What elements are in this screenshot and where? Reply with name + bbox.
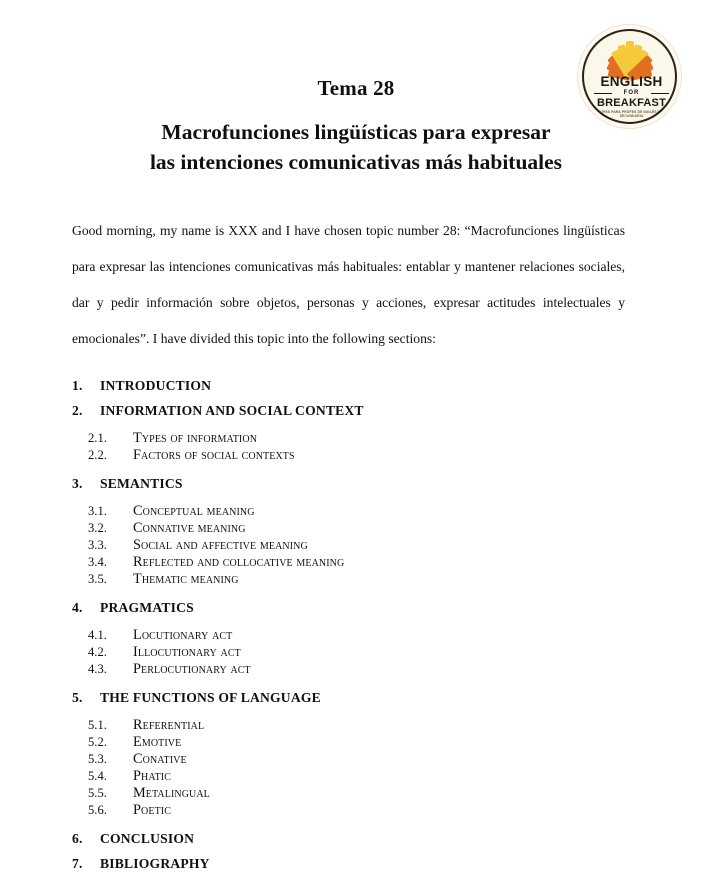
toc-subitem-number: 4.1. <box>88 628 107 642</box>
toc-item-level1[interactable] <box>0 851 712 876</box>
toc-item-level2[interactable] <box>0 717 712 734</box>
toc-item-level1[interactable] <box>0 398 712 423</box>
toc-subitem-number: 3.3. <box>88 538 107 552</box>
toc-subitem-number: 5.5. <box>88 786 107 800</box>
toc-item-label: BIBLIOGRAPHY <box>100 856 210 871</box>
toc-subitem-label: Reflected and collocative meaning <box>133 554 345 570</box>
logo-line-breakfast: BREAKFAST <box>596 97 667 109</box>
toc-item-level2[interactable] <box>0 447 712 464</box>
toc-subitem-number: 4.3. <box>88 662 107 676</box>
logo-line-subtitle: OPAS PARA PROFES DE INGLÉS DE SECUNDARIA <box>600 110 663 119</box>
toc-subitem-label: Perlocutionary act <box>133 661 251 677</box>
toc-item-level1[interactable] <box>0 826 712 851</box>
toc-subitem-number: 2.2. <box>88 448 107 462</box>
toc-item-number: 2. <box>72 403 83 418</box>
toc-item-label: SEMANTICS <box>100 476 183 491</box>
toc-subitem-number: 5.2. <box>88 735 107 749</box>
toc-subitem-label: Emotive <box>133 734 182 750</box>
toc-item-level1[interactable] <box>0 471 712 496</box>
toc-subitem-number: 3.2. <box>88 521 107 535</box>
toc-item-level2[interactable] <box>0 430 712 447</box>
toc-item-level2[interactable] <box>0 768 712 785</box>
page-title-tema: Tema 28 <box>317 76 395 100</box>
toc-subitem-label: Connative meaning <box>133 520 246 536</box>
toc-item-number: 5. <box>72 690 83 705</box>
toc-subitem-label: Metalingual <box>133 785 210 801</box>
toc-subitem-number: 5.3. <box>88 752 107 766</box>
toc-item-label: INFORMATION AND SOCIAL CONTEXT <box>100 403 364 418</box>
toc-subitem-label: Phatic <box>133 768 171 784</box>
toc-subitem-number: 3.4. <box>88 555 107 569</box>
toc-subitem-label: Locutionary act <box>133 627 233 643</box>
intro-paragraph: Good morning, my name is XXX and I have chosen topic number 28: “Macrofunciones lingüísticas para expresar las intenciones comunicativas más habituales: entablar y mantener relaciones sociales, dar y pedir información sobre objetos, personas y acciones, expresar actitudes intelectuales y emocionales”. I have divided this topic into the following sections: <box>72 223 625 346</box>
toc-item-number: 6. <box>72 831 83 846</box>
toc-subitem-label: Poetic <box>133 802 171 818</box>
toc-item-level1[interactable] <box>0 595 712 620</box>
toc-subitem-number: 4.2. <box>88 645 107 659</box>
logo-line-for: FOR <box>592 89 671 97</box>
table-of-contents <box>0 357 712 876</box>
toc-item-level2[interactable] <box>0 785 712 802</box>
toc-subitem-number: 5.4. <box>88 769 107 783</box>
toc-item-level1[interactable] <box>0 685 712 710</box>
toc-subitem-label: Illocutionary act <box>133 644 241 660</box>
toc-subitem-number: 5.6. <box>88 803 107 817</box>
toc-item-level2[interactable] <box>0 627 712 644</box>
logo-line-english: ENGLISH <box>600 74 663 89</box>
toc-item-level2[interactable] <box>0 503 712 520</box>
toc-subitem-number: 3.5. <box>88 572 107 586</box>
toc-subitem-number: 3.1. <box>88 504 107 518</box>
toc-item-level2[interactable] <box>0 734 712 751</box>
toc-item-label: INTRODUCTION <box>100 378 212 393</box>
toc-item-level2[interactable] <box>0 571 712 588</box>
toc-item-number: 1. <box>72 378 83 393</box>
toc-item-label: THE FUNCTIONS OF LANGUAGE <box>100 690 321 705</box>
toc-item-label: PRAGMATICS <box>100 600 194 615</box>
toc-item-level1[interactable] <box>0 373 712 398</box>
toc-item-number: 3. <box>72 476 83 491</box>
toc-subitem-number: 2.1. <box>88 431 107 445</box>
toc-subitem-label: Types of information <box>133 430 258 446</box>
toc-subitem-label: Conceptual meaning <box>133 503 255 519</box>
toc-subitem-label: Factors of social contexts <box>133 447 295 463</box>
toc-item-level2[interactable] <box>0 554 712 571</box>
toc-item-level2[interactable] <box>0 751 712 768</box>
toc-item-level2[interactable] <box>0 661 712 678</box>
subtitle-line-1: Macrofunciones lingüísticas para expresar <box>161 120 551 144</box>
subtitle-line-2: las intenciones comunicativas más habituales <box>149 150 563 174</box>
page-subtitle <box>0 101 712 177</box>
toc-item-number: 7. <box>72 856 83 871</box>
toc-item-level2[interactable] <box>0 644 712 661</box>
toc-subitem-label: Thematic meaning <box>133 571 239 587</box>
toc-item-level2[interactable] <box>0 802 712 819</box>
toc-item-label: CONCLUSION <box>100 831 195 846</box>
toc-subitem-number: 5.1. <box>88 718 107 732</box>
toc-subitem-label: Social and affective meaning <box>133 537 308 553</box>
toc-item-number: 4. <box>72 600 83 615</box>
toc-item-level2[interactable] <box>0 537 712 554</box>
toc-subitem-label: Conative <box>133 751 187 767</box>
toc-subitem-label: Referential <box>133 717 205 733</box>
toc-item-level2[interactable] <box>0 520 712 537</box>
